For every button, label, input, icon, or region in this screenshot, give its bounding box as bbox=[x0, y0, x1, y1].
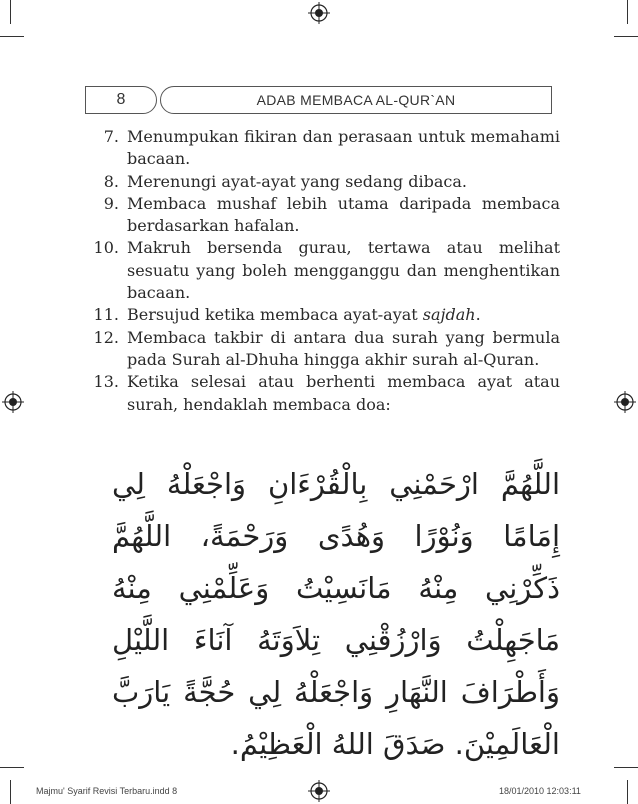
crop-mark bbox=[10, 780, 11, 804]
list-item bbox=[85, 304, 560, 326]
item-number: 11. bbox=[93, 305, 119, 325]
list-item bbox=[85, 171, 560, 193]
crop-mark bbox=[614, 767, 638, 768]
arabic-prayer: اللَّهُمَّ ارْحَمْنِي بِالْقُرْءَانِ وَاجْعَلْهُ لِي إِمَامًا وَنُوْرًا وَهُدًى وَرَحْمَةً، اللَّهُمَّ ذَكِّرْنِي مِنْهُ مَانَسِيْتُ وَعَلِّمْنِي مِنْهُ مَاجَهِلْتُ وَارْزُقْنِي تِلاَوَتَهُ آنَاءَ اللَّيْلِ وَأَطْرَافَ النَّهَارِ وَاجْعَلْهُ لِي حُجَّةً يَارَبَّ الْعَالَمِيْنَ. صَدَقَ اللهُ الْعَظِيْمُ. bbox=[112, 467, 560, 761]
item-text: Menumpukan fikiran dan perasaan untuk memahami bacaan. bbox=[127, 127, 560, 169]
crop-mark bbox=[0, 36, 24, 37]
list-item bbox=[85, 193, 560, 238]
item-number: 13. bbox=[93, 372, 119, 392]
item-text: Makruh bersenda gurau, tertawa atau melihat sesuatu yang boleh mengganggu dan menghentikan bacaan. bbox=[127, 238, 560, 303]
registration-mark-icon bbox=[308, 780, 330, 802]
item-number: 10. bbox=[93, 238, 119, 258]
file-name-slug: Majmu' Syarif Revisi Terbaru.indd 8 bbox=[36, 786, 178, 796]
crop-mark bbox=[627, 0, 628, 24]
item-number: 7. bbox=[103, 127, 119, 146]
page-number: 8 bbox=[85, 86, 157, 114]
registration-mark-icon bbox=[2, 391, 24, 413]
list-item bbox=[85, 371, 560, 416]
item-text: Ketika selesai atau berhenti membaca ayat atau surah, hendaklah membaca doa: bbox=[127, 372, 560, 414]
item-text: Merenungi ayat-ayat yang sedang dibaca. bbox=[127, 171, 467, 191]
item-number: 8. bbox=[103, 171, 119, 191]
item-number: 12. bbox=[93, 327, 119, 347]
list-item bbox=[85, 327, 560, 372]
item-text-end: . bbox=[475, 305, 481, 325]
numbered-list bbox=[85, 126, 560, 416]
crop-mark bbox=[0, 767, 24, 768]
running-title: ADAB MEMBACA AL-QUR`AN bbox=[160, 86, 552, 114]
item-text: Membaca takbir di antara dua surah yang bermula pada Surah al-Dhuha hingga akhir surah al-Quran. bbox=[127, 327, 560, 369]
crop-mark bbox=[10, 0, 11, 24]
crop-mark bbox=[614, 36, 638, 37]
timestamp-slug: 18/01/2010 12:03:11 bbox=[499, 786, 581, 796]
item-number: 9. bbox=[103, 193, 119, 213]
registration-mark-icon bbox=[308, 2, 330, 24]
crop-mark bbox=[627, 780, 628, 804]
registration-mark-icon bbox=[614, 391, 636, 413]
item-text: Bersujud ketika membaca ayat-ayat bbox=[127, 305, 423, 325]
list-item bbox=[85, 126, 560, 171]
item-text: Membaca mushaf lebih utama daripada membaca berdasarkan hafalan. bbox=[127, 193, 560, 236]
item-italic-term: sajdah bbox=[422, 305, 476, 325]
list-item bbox=[85, 237, 560, 304]
